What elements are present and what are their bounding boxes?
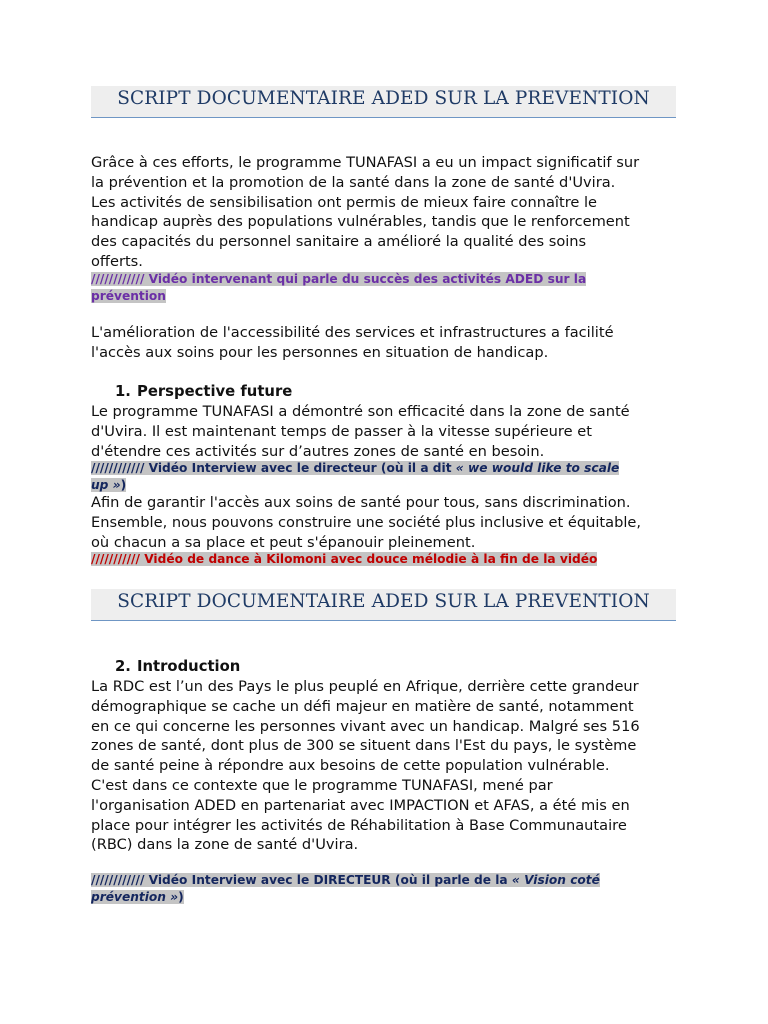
title-banner: [91, 589, 676, 621]
text-line: la prévention et la promotion de la santé dans la zone de santé d'Uvira.: [91, 173, 616, 191]
note-suffix: ): [178, 889, 184, 904]
heading-perspective: [115, 382, 292, 402]
text-line: Le programme TUNAFASI a démontré son efficacité dans la zone de santé: [91, 403, 630, 420]
text-line: Afin de garantir l'accès aux soins de santé pour tous, sans discrimination.: [91, 494, 631, 511]
video-note-director-scale: [91, 460, 677, 493]
text-line: démographique se cache un défi majeur en matière de santé, notamment: [91, 697, 634, 715]
note-quote-end: prévention »: [91, 889, 179, 904]
note-suffix: ): [120, 477, 127, 492]
video-note-director-vision: [91, 872, 677, 905]
text-line: Ensemble, nous pouvons construire une société plus inclusive et équitable,: [91, 513, 642, 531]
heading-number: 1.: [115, 383, 131, 400]
text-line: place pour intégrer les activités de Réhabilitation à Base Communautaire: [91, 816, 627, 834]
text-line: d'Uvira. Il est maintenant temps de passer à la vitesse supérieure et: [91, 422, 592, 440]
note-quote: « we would like to scale: [455, 461, 620, 475]
text-line: l'accès aux soins pour les personnes en situation de handicap.: [91, 343, 549, 361]
note-line: //////////// Vidéo intervenant qui parle du succès des activités ADED sur la: [91, 272, 587, 286]
heading-text: Perspective future: [137, 383, 293, 400]
paragraph-impact: [91, 153, 681, 272]
text-line: offerts.: [91, 252, 143, 270]
text-line: où chacun a sa place et peut s'épanouir pleinement.: [91, 533, 476, 551]
text-line: (RBC) dans la zone de santé d'Uvira.: [91, 836, 359, 854]
note-prefix: //////////// Vidéo Interview avec le DIRECTEUR (où il parle de la: [91, 873, 512, 887]
text-line: des capacités du personnel sanitaire a amélioré la qualité des soins: [91, 233, 587, 251]
note-line: /////////// Vidéo de dance à Kilomoni avec douce mélodie à la fin de la vidéo: [91, 552, 598, 566]
text-line: d'étendre ces activités sur d’autres zones de santé en besoin.: [91, 442, 545, 460]
note-line: prévention: [91, 288, 166, 303]
text-line: L'amélioration de l'accessibilité des services et infrastructures a facilité: [91, 324, 614, 341]
text-line: de santé peine à répondre aux besoins de cette population vulnérable.: [91, 757, 610, 775]
paragraph-conclusion: [91, 493, 681, 552]
text-line: La RDC est l’un des Pays le plus peuplé en Afrique, derrière cette grandeur: [91, 678, 639, 695]
text-line: en ce qui concerne les personnes vivant avec un handicap. Malgré ses 516: [91, 717, 640, 735]
text-line: zones de santé, dont plus de 300 se situent dans l'Est du pays, le système: [91, 737, 637, 755]
title-banner: [91, 86, 676, 118]
text-line: l'organisation ADED en partenariat avec IMPACTION et AFAS, a été mis en: [91, 796, 630, 814]
text-line: C'est dans ce contexte que le programme TUNAFASI, mené par: [91, 776, 553, 794]
text-line: Les activités de sensibilisation ont permis de mieux faire connaître le: [91, 193, 598, 211]
paragraph-perspective: [91, 402, 681, 461]
document-title: SCRIPT DOCUMENTAIRE ADED SUR LA PREVENTION: [117, 88, 650, 109]
note-quote: « Vision coté: [511, 873, 600, 887]
note-quote-end: up »: [91, 477, 121, 492]
video-note-dance: [91, 551, 677, 568]
note-prefix: //////////// Vidéo Interview avec le directeur (où il a dit: [91, 461, 456, 475]
video-note-success: [91, 271, 677, 304]
heading-text: Introduction: [137, 658, 241, 675]
text-line: Grâce à ces efforts, le programme TUNAFASI a eu un impact significatif sur: [91, 154, 640, 171]
heading-introduction: [115, 657, 240, 677]
paragraph-accessibility: [91, 323, 681, 363]
text-line: handicap auprès des populations vulnérables, tandis que le renforcement: [91, 213, 630, 231]
document-title: SCRIPT DOCUMENTAIRE ADED SUR LA PREVENTION: [117, 591, 650, 612]
heading-number: 2.: [115, 658, 131, 675]
paragraph-introduction: [91, 677, 681, 855]
